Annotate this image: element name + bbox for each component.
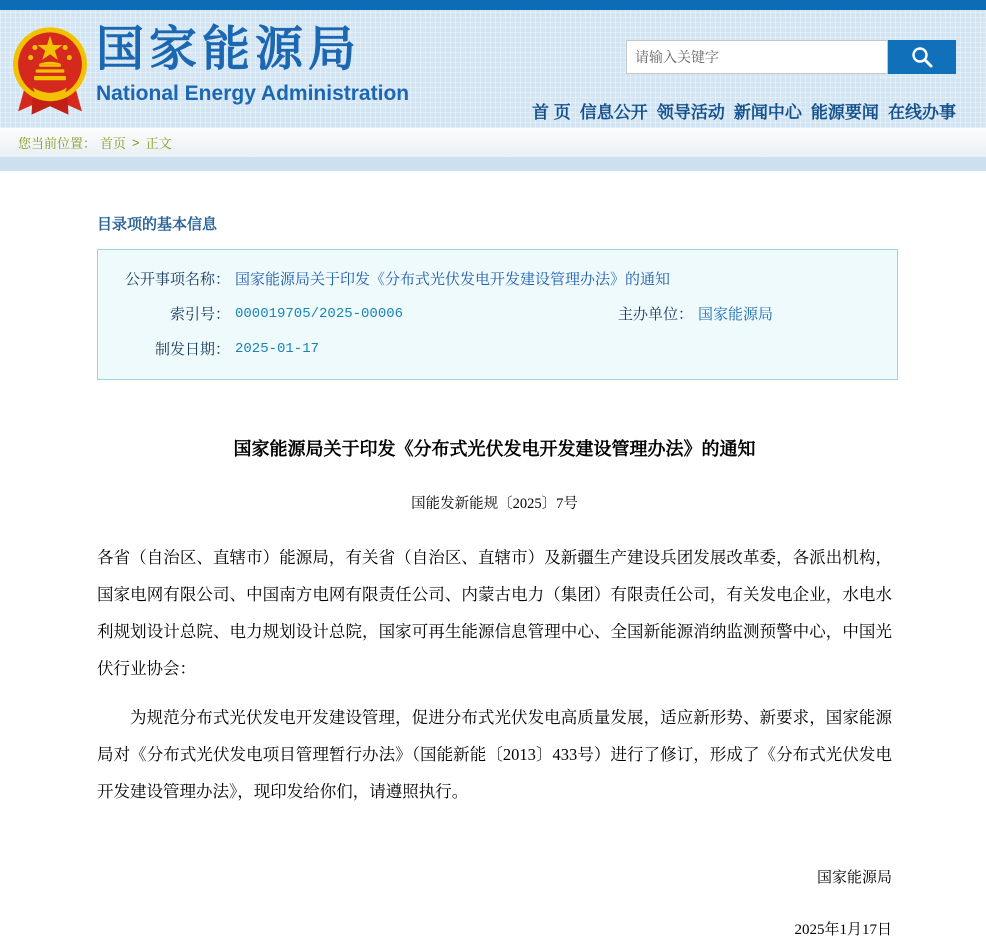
document-number: 国能发新能规〔2025〕7号 <box>411 496 578 512</box>
header-divider-band <box>0 157 986 171</box>
site-title-zh: 国家能源局 <box>96 23 362 76</box>
meta-section-heading: 目录项的基本信息 <box>97 216 218 233</box>
meta-row-index-org <box>98 297 897 332</box>
nav-item-leader-activities[interactable]: 领导活动 <box>656 103 725 122</box>
meta-date-label: 制发日期： <box>154 341 230 358</box>
article-body <box>97 436 892 939</box>
article-paragraph-recipients: 各省（自治区、直辖市）能源局，有关省（自治区、直辖市）及新疆生产建设兵团发展改革委，各派出机构，国家电网有限公司、中国南方电网有限责任公司、内蒙古电力（集团）有限责任公司，有关发电企业，水电水利规划设计总院、电力规划设计总院，国家可再生能源信息管理中心、全国新能源消纳监测预警中心，中国光伏行业协会： <box>97 548 892 678</box>
nav-item-online-services[interactable]: 在线办事 <box>887 103 956 122</box>
meta-name-label: 公开事项名称： <box>124 271 230 288</box>
main-nav <box>532 98 956 123</box>
article-signature: 国家能源局 <box>816 870 892 886</box>
header-right <box>532 40 956 123</box>
nav-item-news-center[interactable]: 新闻中心 <box>733 103 802 122</box>
meta-index-label: 索引号： <box>169 306 230 323</box>
site-header <box>0 10 986 128</box>
meta-index-value: 000019705/2025-00006 <box>235 306 404 322</box>
top-accent-bar <box>0 0 986 10</box>
meta-row-name <box>98 262 897 297</box>
article-paragraph-main: 为规范分布式光伏发电开发建设管理，促进分布式光伏发电高质量发展，适应新形势、新要求，国家能源局对《分布式光伏发电项目管理暂行办法》（国能新能〔2013〕433号）进行了修订，形成了《分布式光伏发电开发建设管理办法》，现印发给你们，请遵照执行。 <box>97 708 892 801</box>
breadcrumb-prefix: 您当前位置： <box>18 136 97 151</box>
site-title-en: National Energy Administration <box>96 82 410 105</box>
nav-item-info-disclosure[interactable]: 信息公开 <box>579 103 648 122</box>
search-button[interactable] <box>888 40 956 74</box>
search-icon <box>910 45 934 69</box>
breadcrumb-home-link[interactable]: 首页 <box>100 136 127 151</box>
nav-item-energy-news[interactable]: 能源要闻 <box>810 103 879 122</box>
article-title: 国家能源局关于印发《分布式光伏发电开发建设管理办法》的通知 <box>233 439 756 459</box>
national-emblem-logo <box>8 22 92 120</box>
meta-org-label: 主办单位： <box>618 306 694 323</box>
article-date: 2025年1月17日 <box>794 922 892 938</box>
meta-date-value: 2025-01-17 <box>235 341 320 357</box>
breadcrumb-separator: > <box>132 135 140 150</box>
document-meta-box <box>97 249 898 380</box>
site-brand <box>96 23 410 105</box>
breadcrumb-current: 正文 <box>145 136 172 151</box>
page-content <box>0 171 986 939</box>
breadcrumb <box>0 128 986 157</box>
nav-item-home[interactable]: 首 页 <box>532 103 571 122</box>
meta-org-value: 国家能源局 <box>698 306 774 323</box>
search-bar <box>532 40 956 74</box>
meta-row-date <box>98 332 897 367</box>
meta-name-value-link[interactable]: 国家能源局关于印发《分布式光伏发电开发建设管理办法》的通知 <box>235 271 671 288</box>
search-input[interactable] <box>626 40 888 74</box>
